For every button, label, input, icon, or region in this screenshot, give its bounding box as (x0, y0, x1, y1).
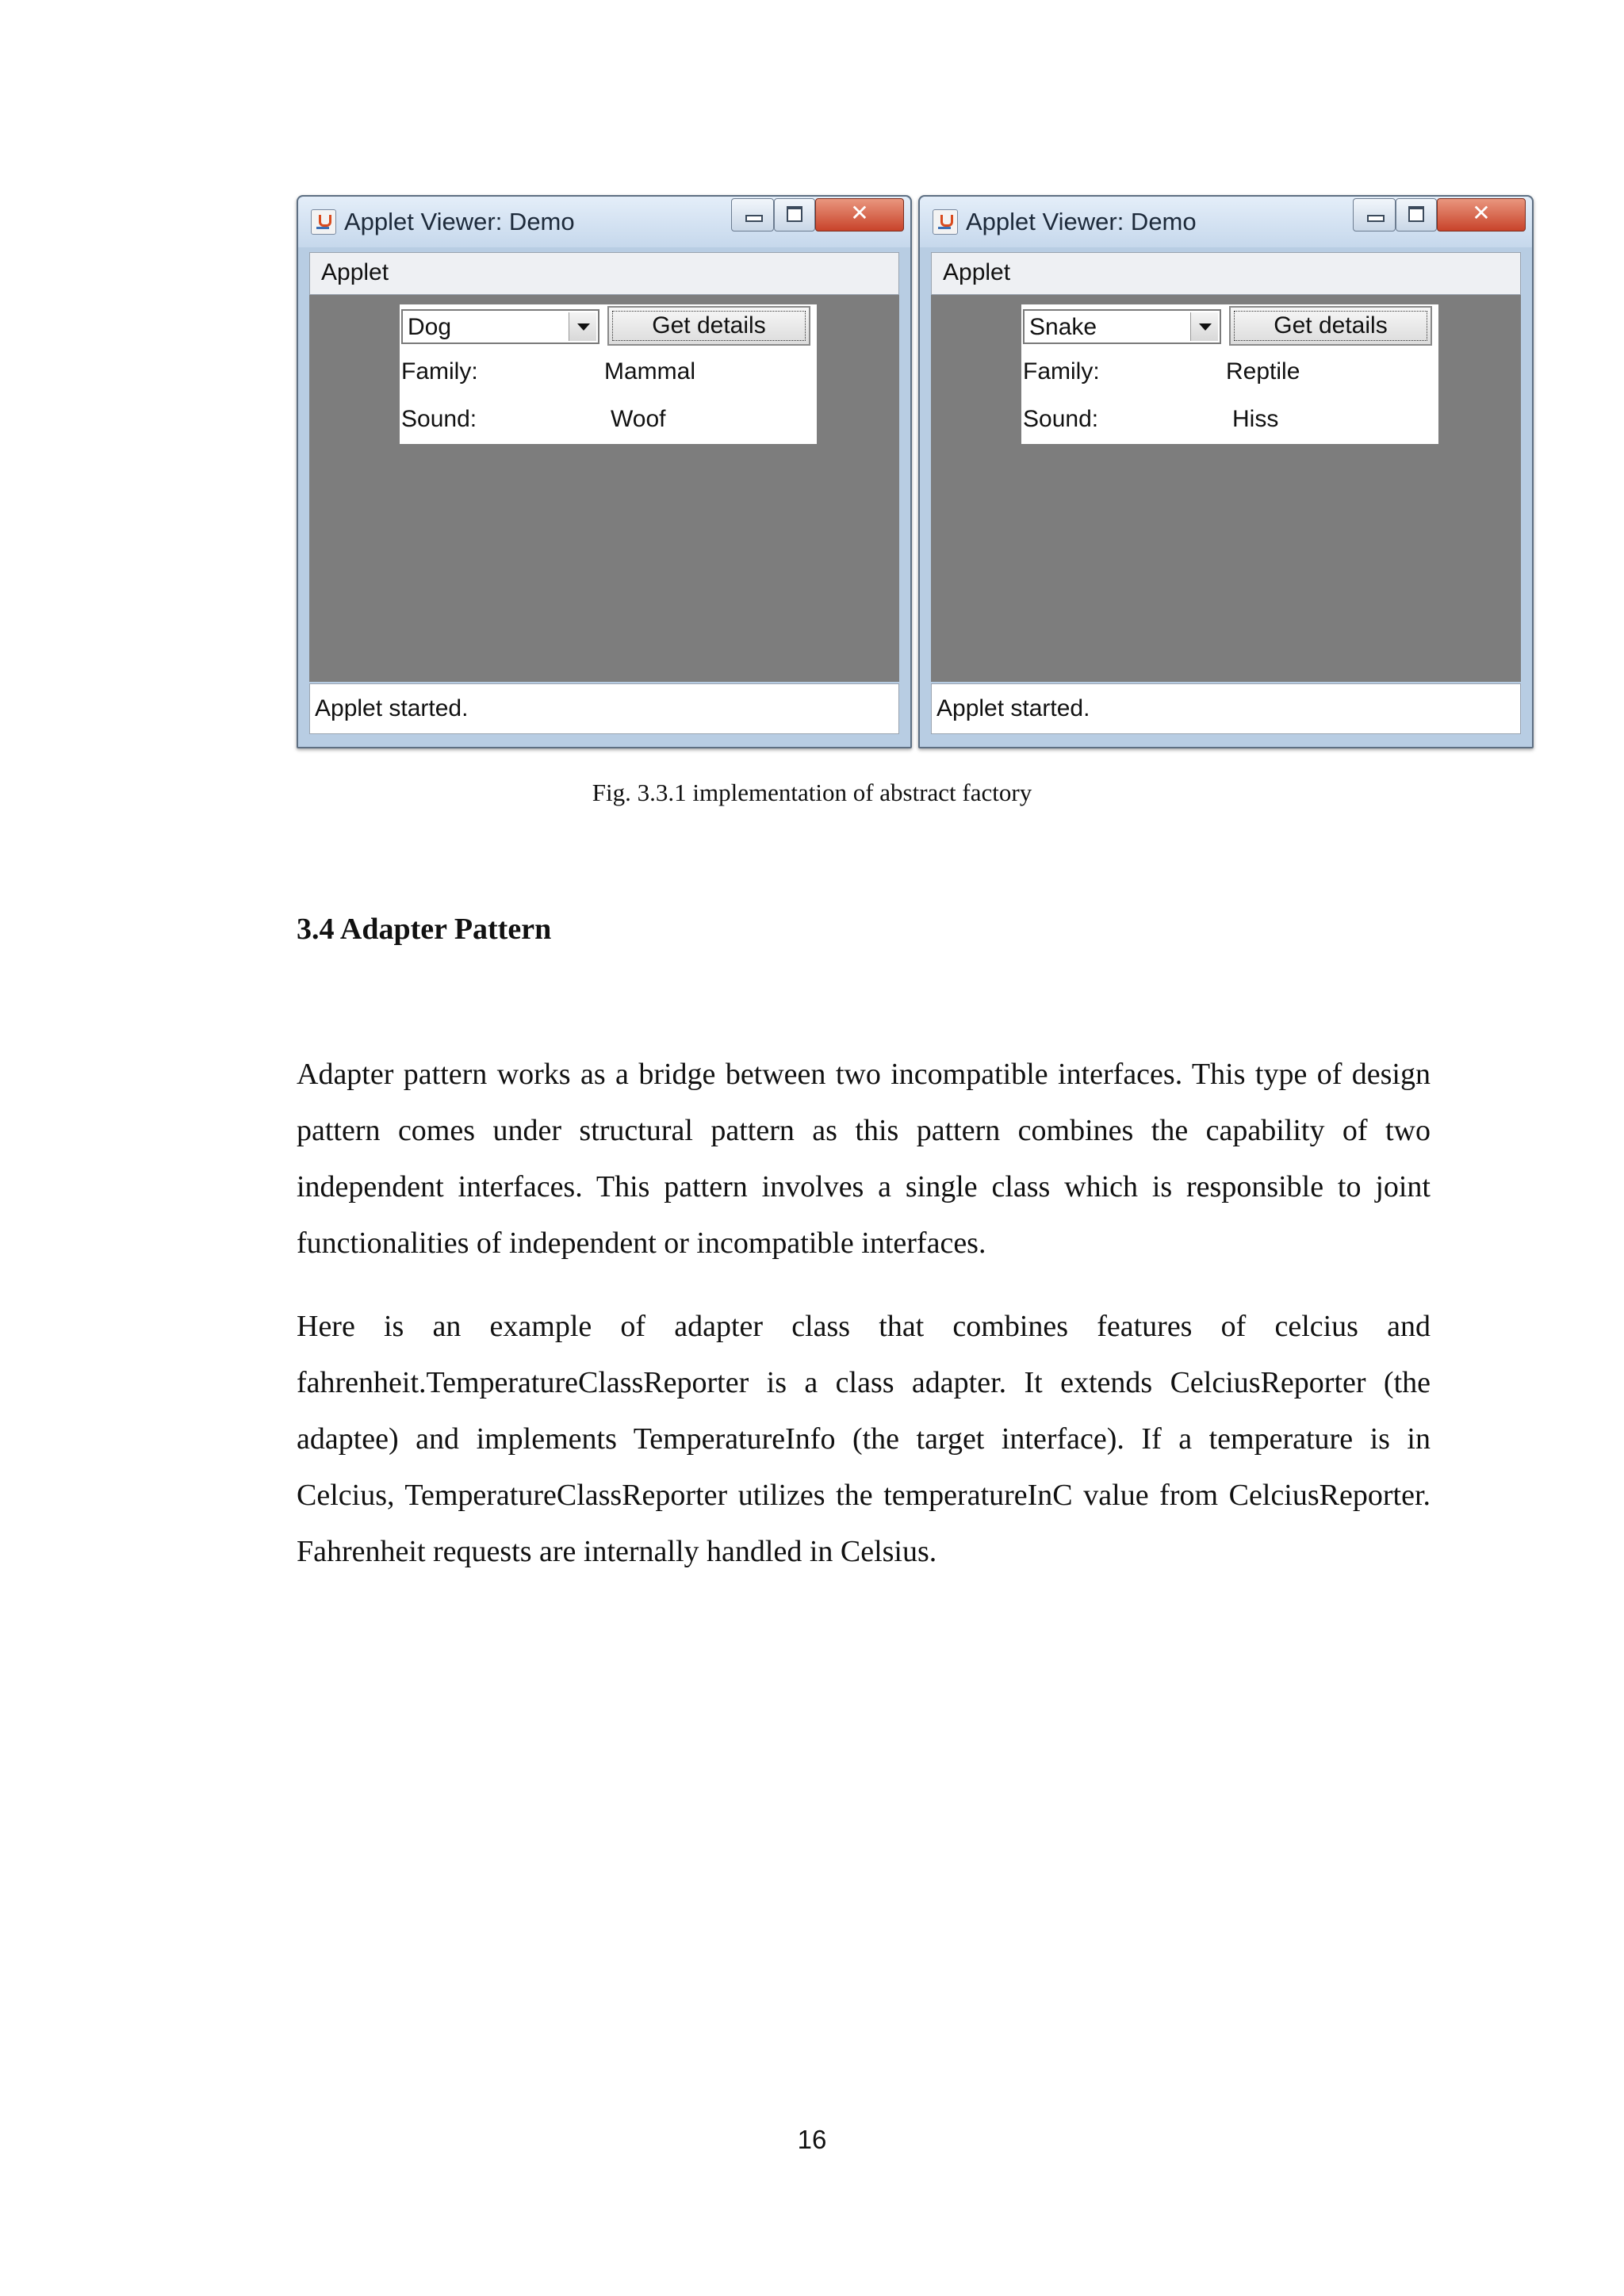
get-details-button[interactable] (607, 306, 810, 346)
sound-label: Sound: (401, 406, 477, 432)
family-label: Family: (401, 358, 478, 385)
title-bar (920, 197, 1532, 247)
status-bar (931, 683, 1521, 734)
window-title: Applet Viewer: Demo (344, 208, 575, 235)
maximize-button[interactable] (774, 198, 815, 232)
family-value: Reptile (1226, 358, 1300, 385)
applet-content (931, 295, 1521, 682)
status-text: Applet started. (936, 695, 1090, 721)
family-value: Mammal (604, 358, 696, 385)
maximize-button[interactable] (1396, 198, 1437, 232)
minimize-button[interactable] (1353, 198, 1396, 232)
window-title: Applet Viewer: Demo (966, 208, 1197, 235)
chevron-down-icon[interactable] (1190, 312, 1218, 341)
close-icon: ✕ (850, 200, 869, 226)
details-panel (400, 304, 817, 444)
close-icon: ✕ (1472, 200, 1491, 226)
title-bar (298, 197, 910, 247)
minimize-button[interactable] (731, 198, 774, 232)
menu-applet[interactable]: Applet (321, 259, 389, 285)
details-panel (1021, 304, 1438, 444)
figure-caption: Fig. 3.3.1 implementation of abstract factory (592, 779, 1032, 806)
paragraph: Here is an example of adapter class that combines features of celcius and fahrenheit.TemperatureClassReporter is a class adapter. It extends CelciusReporter (the adaptee) and implements TemperatureInfo (the target interface). If a temperature is in Celcius, TemperatureClassReporter utilizes the temperatureInC value from CelciusReporter. Fahrenheit requests are internally handled in Celsius. (297, 1310, 1431, 1568)
get-details-button[interactable] (1229, 306, 1432, 346)
animal-select[interactable] (1023, 309, 1221, 344)
status-bar (309, 683, 899, 734)
sound-value: Woof (611, 406, 666, 432)
close-button[interactable] (815, 198, 904, 232)
paragraph: Adapter pattern works as a bridge between two incompatible interfaces. This type of design pattern comes under structural pattern as this pattern combines the capability of two independent interfaces. This pattern involves a single class which is responsible to joint functionalities of independent or incompatible interfaces. (297, 1058, 1431, 1260)
java-icon (933, 209, 958, 235)
applet-window-snake (918, 195, 1534, 748)
family-label: Family: (1023, 358, 1100, 385)
menu-bar (931, 252, 1521, 295)
applet-content (309, 295, 899, 682)
status-text: Applet started. (315, 695, 469, 721)
animal-select-value: Dog (408, 314, 452, 340)
animal-select-value: Snake (1029, 314, 1097, 340)
get-details-label: Get details (1234, 311, 1427, 341)
get-details-label: Get details (612, 311, 806, 341)
chevron-down-icon[interactable] (569, 312, 596, 341)
applet-window-dog (297, 195, 912, 748)
page-number: 16 (797, 2125, 827, 2154)
menu-applet[interactable]: Applet (943, 259, 1011, 285)
section-heading: 3.4 Adapter Pattern (297, 913, 552, 946)
animal-select[interactable] (401, 309, 599, 344)
sound-value: Hiss (1232, 406, 1279, 432)
java-icon (311, 209, 336, 235)
close-button[interactable] (1437, 198, 1526, 232)
menu-bar (309, 252, 899, 295)
figure-screenshot (297, 195, 1530, 747)
sound-label: Sound: (1023, 406, 1099, 432)
